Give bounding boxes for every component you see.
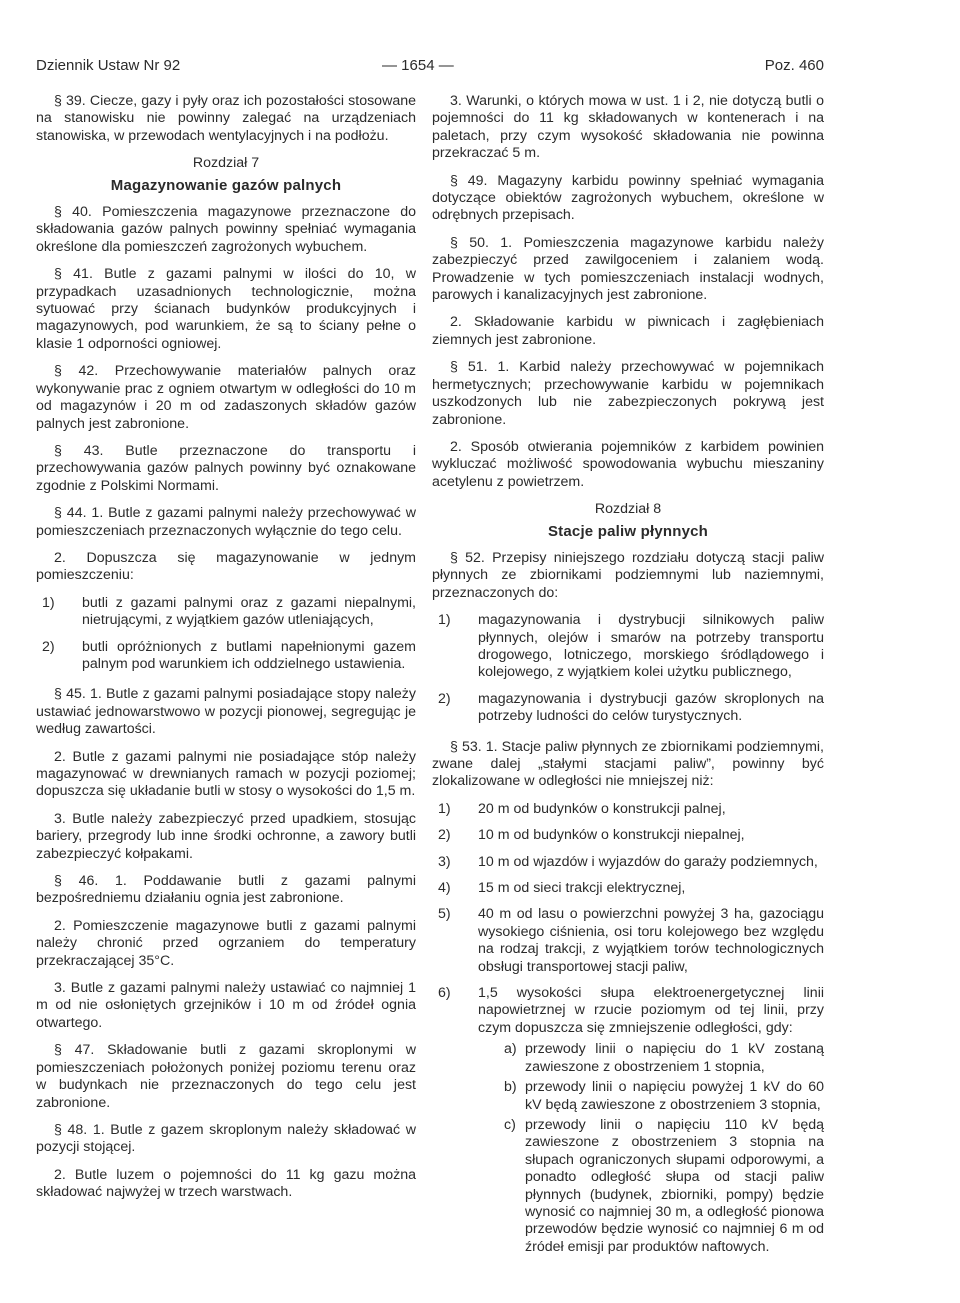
list-item — [432, 801, 824, 818]
paragraph-45-1: § 45. 1. Butle z gazami palnymi posiadające stopy należy ustawiać jednowarstwowo w pozycji pionowej, segregując je według zawartości. — [36, 686, 416, 738]
paragraph-46-1: § 46. 1. Poddawanie butli z gazami palnymi bezpośredniemu działaniu ognia jest zabronione. — [36, 873, 416, 907]
list-item — [432, 880, 824, 897]
chapter-7-label: Rozdział 7 — [192, 155, 260, 172]
list-item — [432, 827, 824, 844]
list-item — [432, 906, 824, 976]
sub-list-item-letter: c) — [504, 1116, 516, 1133]
list-item-number: 3) — [438, 853, 451, 870]
list-item-text: 10 m od wjazdów i wyjazdów do garaży podziemnych, — [478, 853, 818, 870]
list-item — [36, 595, 416, 630]
paragraph-49: § 49. Magazyny karbidu powinny spełniać wymagania dotyczące obiektów zagrożonych wybuchem, określone w odrębnych przepisach. — [432, 172, 824, 224]
paragraph-39: § 39. Ciecze, gazy i pyły oraz ich pozostałości stosowane na stanowisku nie powinny zalegać na urządzeniach stanowiska, w przewodach wentylacyjnych i na podłożu. — [36, 93, 416, 144]
sub-list-item-text: przewody linii o napięciu 110 kV będą zawieszone z obostrzeniem 3 stopnia na słupach ograniczonych słupami odporowymi, a ponadto odległość słupa od stacji paliw płynnych (budynek, zbiorniki, pompy) będzie wynosić co najmniej 30 m, a odległość pionowa przewodów będzie wynosić co najmniej 6 m od źródeł emisji par produktów naftowych. — [525, 1116, 824, 1255]
paragraph-45-2: 2. Butle z gazami palnymi nie posiadające stóp należy magazynować w drewnianych ramach w pozycji poziomej; dopuszcza się układanie butli w stosy o wysokości do 1,5 m. — [36, 748, 416, 800]
paragraph-41: § 41. Butle z gazami palnymi w ilości do 10, w przypadkach uzasadnionych technologicznie, można sytuować przy ścianach budynków produkcyjnych i magazynowych, pod warunkiem, że są to ściany pełne o klasie 1 odporności ogniowej. — [36, 266, 416, 352]
list-item — [36, 639, 416, 674]
page-header — [36, 57, 824, 77]
list-item-text: 20 m od budynków o konstrukcji palnej, — [478, 800, 726, 817]
paragraph-52: § 52. Przepisy niniejszego rozdziału dotyczą stacji paliw płynnych ze zbiornikami podziemnymi lub naziemnymi, przeznaczonych do: — [432, 549, 824, 601]
list-item-text: magazynowania i dystrybucji gazów skroplonych na potrzeby ludności do celów turystycznych. — [478, 690, 824, 725]
paragraph-44-2: 2. Dopuszcza się magazynowanie w jednym pomieszczeniu: — [36, 549, 416, 584]
list-item-text: 1,5 wysokości słupa elektroenergetycznej linii napowietrznej w rzucie poziomym od tej linii, przy czym dopuszcza się zmniejszenie odległości, gdy: — [478, 985, 824, 1036]
paragraph-48-1: § 48. 1. Butle z gazem skroplonym należy składować w pozycji stojącej. — [36, 1121, 416, 1156]
list-item-text: 15 m od sieci trakcji elektrycznej, — [478, 880, 686, 897]
right-column — [432, 93, 824, 1265]
list-item-number: 1) — [438, 612, 451, 629]
chapter-8-label: Rozdział 8 — [594, 501, 662, 518]
sub-list-item-text: przewody linii o napięciu do 1 kV zostaną zawieszone z obostrzeniem 1 stopnia, — [525, 1041, 824, 1075]
page-number: — 1654 — — [382, 57, 454, 74]
paragraph-44-1: § 44. 1. Butle z gazami palnymi należy przechowywać w pomieszczeniach przeznaczonych wyłącznie do tego celu. — [36, 505, 416, 539]
list-item — [432, 854, 824, 871]
list-item-text: 10 m od budynków o konstrukcji niepalnej, — [478, 827, 745, 844]
sub-list-item — [478, 1117, 824, 1256]
paragraph-53-1: § 53. 1. Stacje paliw płynnych ze zbiornikami podziemnymi, zwane dalej „stałymi stacjami paliw”, powinny być zlokalizowane w odległości nie mniejszej niż: — [432, 738, 824, 790]
list-item-number: 6) — [438, 985, 451, 1002]
list-item-text: butli z gazami palnymi oraz z gazami niepalnymi, nietrującymi, z wyjątkiem gazów utleniających, — [82, 594, 416, 629]
paragraph-46-2: 2. Pomieszczenie magazynowe butli z gazami palnymi należy chronić przed ogrzaniem do temperatury przekraczającej 35°C. — [36, 917, 416, 969]
list-item-number: 1) — [42, 594, 55, 611]
position-number: Poz. 460 — [764, 57, 824, 74]
paragraph-42: § 42. Przechowywanie materiałów palnych oraz wykonywanie prac z ogniem otwartym w odległości do 10 m od magazynów i 20 m od zadaszonych składów gazów palnych jest zabronione. — [36, 363, 416, 432]
list-item-number: 2) — [438, 690, 451, 707]
paragraph-51-2: 2. Sposób otwierania pojemników z karbidem powinien wykluczać możliwość spowodowania wybuchu mieszaniny acetylenu z powietrzem. — [432, 438, 824, 490]
paragraph-50-1: § 50. 1. Pomieszczenia magazynowe karbidu należy zabezpieczyć przed zawilgoceniem i zalaniem wodą. Prowadzenie w tych pomieszczeniach instalacji wodnych, parowych i kanalizacyjnych jest zabronione. — [432, 234, 824, 304]
list-item — [432, 691, 824, 726]
paragraph-48-3: 3. Warunki, o których mowa w ust. 1 i 2, nie dotyczą butli o pojemności do 11 kg składowanych w kontenerach i na paletach, przy czym wysokość składowania nie powinna przekraczać 5 m. — [432, 93, 824, 162]
paragraph-48-2: 2. Butle luzem o pojemności do 11 kg gazu można składować najwyżej w trzech warstwach. — [36, 1166, 416, 1201]
list-item-number: 2) — [42, 638, 55, 655]
sub-list-item — [478, 1079, 824, 1114]
sub-list-item-letter: a) — [504, 1041, 517, 1058]
chapter-7-title: Magazynowanie gazów palnych — [110, 176, 342, 194]
paragraph-47: § 47. Składowanie butli z gazami skroplonymi w pomieszczeniach położonych poniżej poziomu terenu oraz w budynkach nie przeznaczonych do tego celu jest zabronione. — [36, 1042, 416, 1111]
sub-list-item-letter: b) — [504, 1079, 517, 1096]
paragraph-40: § 40. Pomieszczenia magazynowe przeznaczone do składowania gazów palnych powinny spełniać wymagania określone dla pomieszczeń zagrożonych wybuchem. — [36, 204, 416, 255]
sub-list-item-text: przewody linii o napięciu powyżej 1 kV do 60 kV będą zawieszone z obostrzeniem 3 stopnia, — [525, 1079, 824, 1113]
paragraph-50-2: 2. Składowanie karbidu w piwnicach i zagłębieniach ziemnych jest zabronione. — [432, 314, 824, 348]
sub-list — [478, 1041, 824, 1256]
journal-title: Dziennik Ustaw Nr 92 — [36, 57, 181, 74]
list-item — [432, 985, 824, 1256]
left-column — [36, 93, 416, 1212]
paragraph-43: § 43. Butle przeznaczone do transportu i przechowywania gazów palnych powinny być oznakowane zgodnie z Polskimi Normami. — [36, 442, 416, 494]
paragraph-46-3: 3. Butle z gazami palnymi należy ustawiać co najmniej 1 m od nie osłoniętych grzejników i 10 m od źródeł ognia otwartego. — [36, 980, 416, 1031]
list-item-number: 4) — [438, 880, 451, 897]
list-item-number: 5) — [438, 906, 451, 923]
paragraph-45-3: 3. Butle należy zabezpieczyć przed upadkiem, stosując bariery, przegrody lub inne środki ochronne, a zawory butli zabezpieczyć kołpakami. — [36, 810, 416, 862]
list-item — [432, 612, 824, 682]
list-item-number: 2) — [438, 827, 451, 844]
list-item-text: butli opróżnionych z butlami napełnionymi gazem palnym pod warunkiem ich oddzielnego ustawienia. — [82, 638, 416, 672]
chapter-8-title: Stacje paliw płynnych — [547, 522, 709, 540]
list-item-number: 1) — [438, 800, 451, 817]
list-item-text: 40 m od lasu o powierzchni powyżej 3 ha, gazociągu wysokiego ciśnienia, osi toru kolejowego bez względu na rodzaj trakcji, z wyjątkiem torów technologicznych obsługi transportowej stacji paliw, — [478, 906, 824, 975]
paragraph-51-1: § 51. 1. Karbid należy przechowywać w pojemnikach hermetycznych; przechowywanie karbidu w pojemnikach uszkodzonych lub nie zabezpieczonych pokrywą jest zabronione. — [432, 359, 824, 428]
list-item-text: magazynowania i dystrybucji silnikowych paliw płynnych, olejów i smarów na potrzeby transportu drogowego, lotniczego, morskiego śródlądowego i kolejowego, z wyjątkiem kolei użytku publicznego, — [478, 612, 824, 681]
sub-list-item — [478, 1041, 824, 1076]
